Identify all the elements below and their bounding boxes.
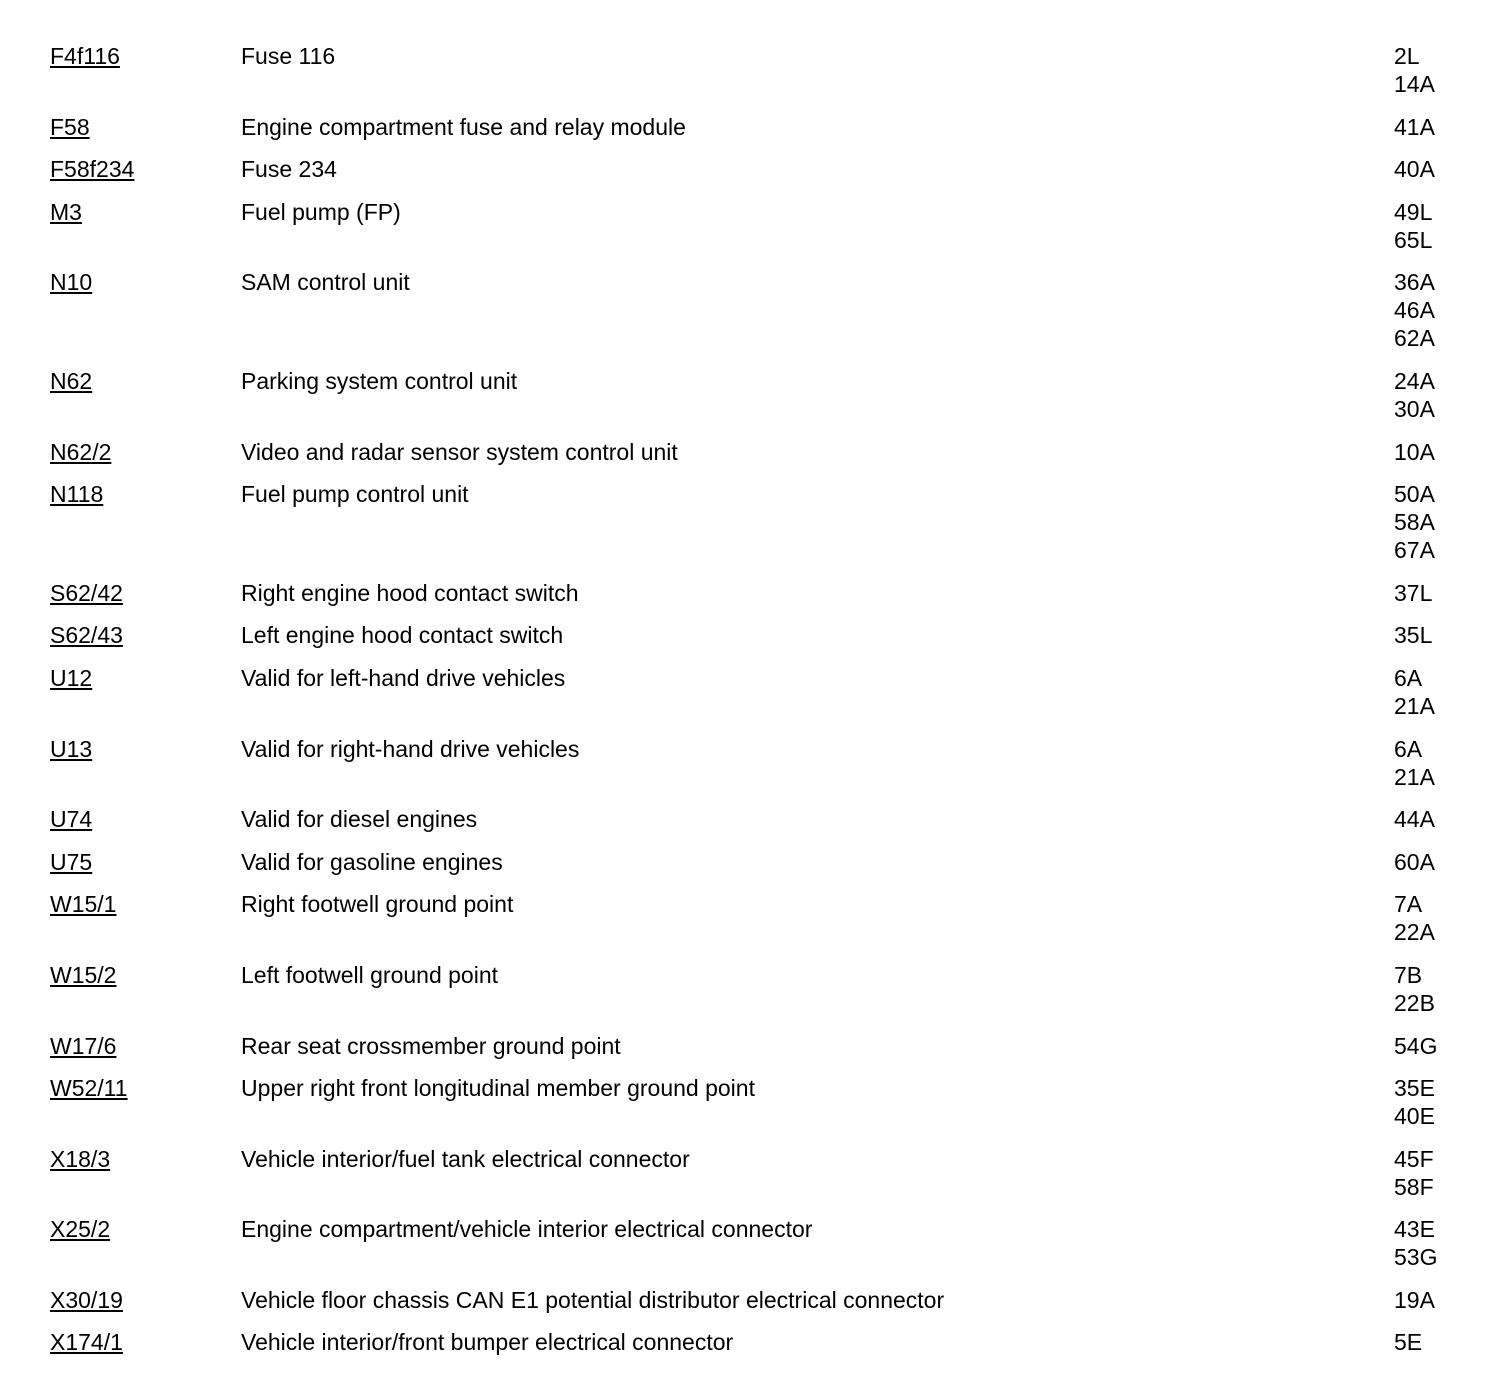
component-description: Left engine hood contact switch (241, 622, 564, 649)
grid-reference: 54G (1394, 1032, 1438, 1059)
grid-references (1394, 1286, 1435, 1314)
component-code-cell (50, 1328, 241, 1356)
grid-reference: 46A (1394, 297, 1435, 324)
component-description: Valid for left-hand drive vehicles (241, 664, 566, 691)
grid-reference: 53G (1394, 1244, 1438, 1271)
grid-reference: 62A (1394, 325, 1435, 352)
component-description: Parking system control unit (241, 367, 518, 394)
component-description: Fuse 116 (241, 43, 336, 69)
component-code-link[interactable]: S62/43 (50, 622, 123, 649)
grid-references (1394, 198, 1432, 254)
grid-references (1394, 113, 1435, 141)
grid-reference: 35E (1394, 1075, 1435, 1102)
legend-row (0, 113, 1504, 156)
component-code-cell (50, 155, 241, 183)
grid-references (1394, 1145, 1434, 1201)
component-description: Valid for right-hand drive vehicles (241, 735, 580, 762)
component-code-cell (50, 621, 241, 649)
component-description: Right footwell ground point (241, 891, 514, 918)
legend-row (0, 198, 1504, 269)
grid-references (1394, 480, 1435, 564)
grid-references (1394, 664, 1435, 720)
legend-row (0, 42, 1504, 113)
grid-references (1394, 1215, 1437, 1271)
grid-reference: 24A (1394, 367, 1435, 394)
component-code-cell (50, 735, 241, 763)
legend-row (0, 480, 1504, 579)
legend-row (0, 155, 1504, 198)
component-code-link[interactable]: U13 (50, 735, 93, 762)
legend-row (0, 1286, 1504, 1329)
grid-reference: 22A (1394, 919, 1435, 946)
component-description: Engine compartment/vehicle interior electrical connector (241, 1216, 813, 1243)
component-code-cell (50, 113, 241, 141)
grid-reference: 41A (1394, 113, 1435, 140)
grid-references (1394, 890, 1435, 946)
component-code-cell (50, 664, 241, 692)
grid-references (1394, 367, 1435, 423)
component-code-cell (50, 579, 241, 607)
component-code-link[interactable]: X30/19 (50, 1286, 123, 1313)
legend-row (0, 664, 1504, 735)
grid-reference: 49L (1394, 198, 1433, 225)
grid-references (1394, 155, 1435, 183)
grid-reference: 60A (1394, 848, 1435, 875)
grid-references (1394, 848, 1435, 876)
component-description: Upper right front longitudinal member ground point (241, 1075, 755, 1102)
component-description: Vehicle interior/front bumper electrical connector (241, 1329, 734, 1356)
component-code-cell (50, 890, 241, 918)
grid-references (1394, 42, 1435, 98)
component-code-link[interactable]: F58 (50, 113, 90, 140)
grid-reference: 58F (1394, 1173, 1434, 1200)
component-code-link[interactable]: U12 (50, 664, 93, 691)
component-code-link[interactable]: X18/3 (50, 1145, 111, 1172)
grid-reference: 58A (1394, 509, 1435, 536)
legend-row (0, 1074, 1504, 1145)
component-description: Fuel pump (FP) (241, 198, 401, 225)
grid-references (1394, 1032, 1437, 1060)
component-description: Left footwell ground point (241, 961, 499, 988)
component-code-link[interactable]: N118 (50, 481, 104, 508)
grid-reference: 35L (1394, 622, 1433, 649)
grid-reference: 50A (1394, 481, 1435, 508)
legend-row (0, 1328, 1504, 1371)
grid-reference: 22B (1394, 989, 1435, 1016)
component-code-cell (50, 367, 241, 395)
legend-row (0, 268, 1504, 367)
grid-reference: 5E (1394, 1329, 1423, 1356)
component-code-link[interactable]: S62/42 (50, 579, 123, 606)
component-code-cell (50, 480, 241, 508)
component-code-cell (50, 1215, 241, 1243)
component-code-link[interactable]: W17/6 (50, 1032, 117, 1059)
component-description: Fuse 234 (241, 156, 337, 183)
grid-references (1394, 268, 1435, 352)
grid-reference: 37L (1394, 579, 1433, 606)
grid-reference: 40E (1394, 1103, 1435, 1130)
grid-reference: 67A (1394, 537, 1435, 564)
component-code-cell (50, 805, 241, 833)
legend-row (0, 1145, 1504, 1216)
legend-row (0, 367, 1504, 438)
grid-reference: 19A (1394, 1286, 1435, 1313)
legend-row (0, 579, 1504, 622)
grid-reference: 65L (1394, 226, 1433, 253)
component-code-link[interactable]: N10 (50, 269, 93, 296)
grid-reference: 43E (1394, 1216, 1435, 1243)
grid-references (1394, 438, 1435, 466)
component-code-link[interactable]: X25/2 (50, 1216, 111, 1243)
component-code-link[interactable]: W15/2 (50, 961, 117, 988)
grid-references (1394, 1074, 1435, 1130)
component-code-cell (50, 848, 241, 876)
component-code-link[interactable]: F4f116 (50, 43, 120, 69)
component-code-cell (50, 1074, 241, 1102)
grid-references (1394, 805, 1435, 833)
legend-row (0, 890, 1504, 961)
grid-references (1394, 735, 1435, 791)
legend-row (0, 438, 1504, 481)
grid-references (1394, 961, 1435, 1017)
component-code-cell (50, 1286, 241, 1314)
component-code-link[interactable]: N62 (50, 367, 93, 394)
component-description: SAM control unit (241, 269, 410, 296)
grid-reference: 14A (1394, 71, 1435, 97)
grid-reference: 44A (1394, 806, 1435, 833)
component-code-link[interactable]: N62/2 (50, 438, 112, 465)
component-code-link[interactable]: W15/1 (50, 891, 117, 918)
component-description: Rear seat crossmember ground point (241, 1032, 621, 1059)
grid-reference: 40A (1394, 156, 1435, 183)
component-code-cell (50, 1032, 241, 1060)
component-code-link[interactable]: U74 (50, 806, 93, 833)
legend-row (0, 1032, 1504, 1075)
legend-row (0, 1215, 1504, 1286)
grid-references (1394, 1328, 1422, 1356)
component-description: Fuel pump control unit (241, 481, 469, 508)
grid-references (1394, 579, 1432, 607)
component-code-link[interactable]: M3 (50, 198, 82, 225)
component-code-link[interactable]: W52/11 (50, 1075, 128, 1102)
component-description: Valid for diesel engines (241, 806, 478, 833)
component-description: Right engine hood contact switch (241, 579, 579, 606)
component-description: Video and radar sensor system control unit (241, 438, 678, 465)
grid-reference: 10A (1394, 438, 1435, 465)
grid-reference: 21A (1394, 692, 1435, 719)
legend-row (0, 848, 1504, 891)
grid-references (1394, 621, 1432, 649)
component-code-cell (50, 198, 241, 226)
component-code-cell (50, 961, 241, 989)
component-description: Vehicle interior/fuel tank electrical connector (241, 1145, 690, 1172)
component-description: Vehicle floor chassis CAN E1 potential distributor electrical connector (241, 1286, 945, 1313)
grid-reference: 7B (1394, 961, 1423, 988)
grid-reference: 30A (1394, 395, 1435, 422)
legend-row (0, 621, 1504, 664)
component-code-link[interactable]: F58f234 (50, 156, 135, 183)
component-code-link[interactable]: X174/1 (50, 1329, 123, 1356)
grid-reference: 7A (1394, 891, 1423, 918)
legend-row (0, 961, 1504, 1032)
grid-reference: 2L (1394, 43, 1420, 69)
legend-row (0, 735, 1504, 806)
component-description: Engine compartment fuse and relay module (241, 113, 686, 140)
grid-reference: 6A (1394, 664, 1423, 691)
component-code-cell (50, 438, 241, 466)
grid-reference: 45F (1394, 1145, 1434, 1172)
legend-row (0, 805, 1504, 848)
grid-reference: 36A (1394, 269, 1435, 296)
grid-reference: 6A (1394, 735, 1423, 762)
component-code-cell (50, 1145, 241, 1173)
grid-reference: 21A (1394, 763, 1435, 790)
component-code-link[interactable]: U75 (50, 848, 93, 875)
component-code-cell (50, 42, 241, 70)
component-code-cell (50, 268, 241, 296)
component-description: Valid for gasoline engines (241, 848, 503, 875)
